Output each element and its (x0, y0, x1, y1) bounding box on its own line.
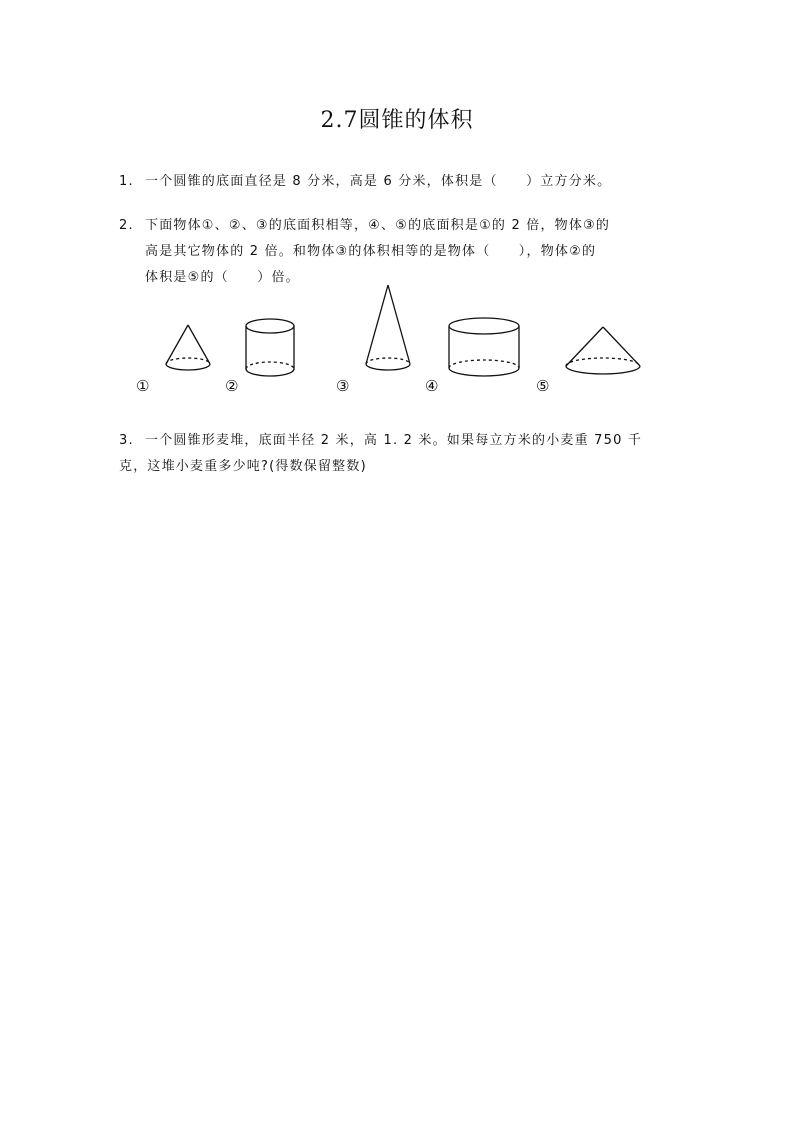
question-1 (119, 169, 679, 195)
wide-cylinder-icon (449, 318, 519, 376)
page-title: 2.7圆锥的体积 (320, 108, 474, 133)
figure-label-2: ② (225, 377, 239, 395)
tall-cone-icon (366, 285, 410, 370)
wide-cone-icon (566, 327, 640, 374)
question-text-line-3: 体积是⑤的（ ）倍。 (145, 270, 300, 285)
question-text-line-1: 一个圆锥形麦堆，底面半径 2 米，高 1. 2 米。如果每立方米的小麦重 750 千 (145, 433, 643, 448)
figure-label-1: ① (136, 377, 150, 395)
solid-figures (0, 280, 794, 410)
question-number: 3. (119, 433, 134, 448)
question-number: 1. (119, 174, 134, 189)
question-text-line-2: 高是其它物体的 2 倍。和物体③的体积相等的是物体（ ），物体②的 (145, 244, 597, 259)
figure-label-5: ⑤ (536, 377, 550, 395)
question-3 (119, 428, 679, 480)
question-text: 一个圆锥的底面直径是 8 分米，高是 6 分米，体积是（ ）立方分米。 (145, 174, 612, 189)
figure-label-3: ③ (336, 377, 350, 395)
question-text-line-2: 克，这堆小麦重多少吨?(得数保留整数) (119, 459, 367, 474)
question-number: 2. (119, 218, 134, 233)
cone-icon (166, 325, 210, 370)
figure-label-4: ④ (425, 377, 439, 395)
question-text-line-1: 下面物体①、②、③的底面积相等，④、⑤的底面积是①的 2 倍，物体③的 (145, 218, 611, 233)
cylinder-icon (246, 319, 294, 376)
